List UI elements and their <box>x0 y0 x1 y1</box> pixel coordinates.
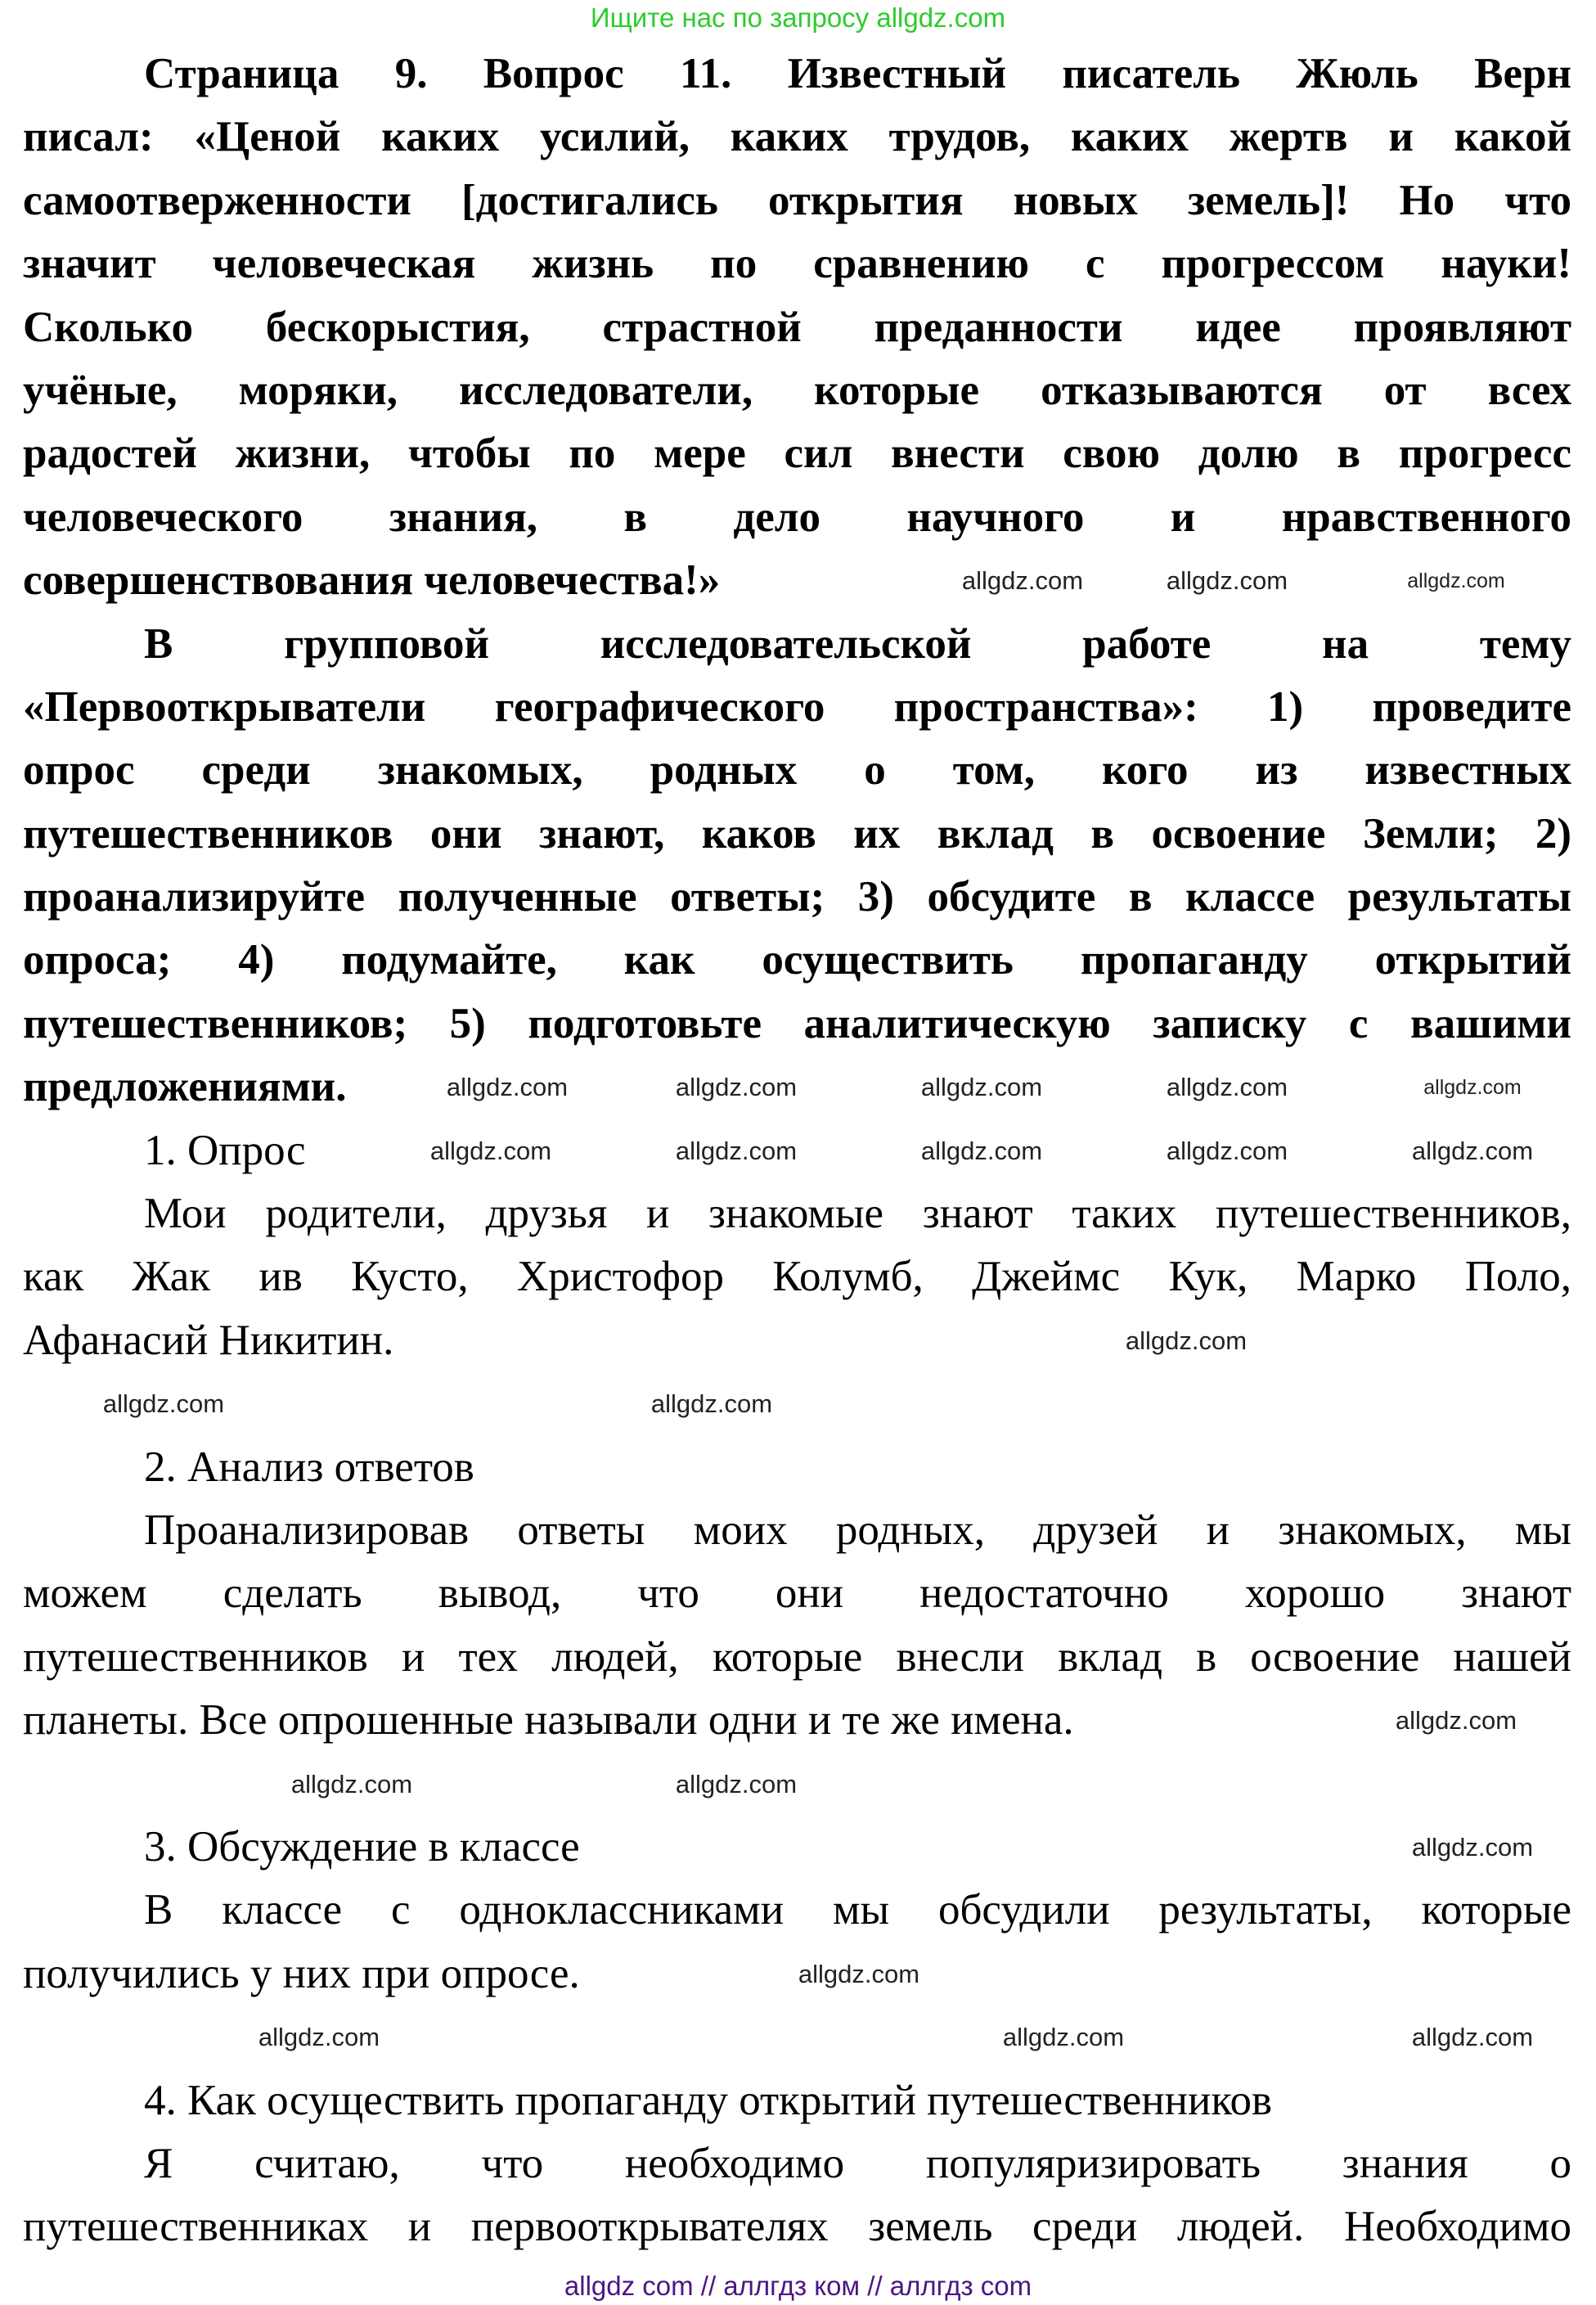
watermark: allgdz.com <box>1395 1706 1517 1735</box>
text-line: В классе с одноклассниками мы обсудили результаты, которые <box>144 1886 1571 1934</box>
text-line: 4. Как осуществить пропаганду открытий путешественников <box>144 2076 1272 2124</box>
text-line: 1. Опрос <box>144 1126 306 1174</box>
text-line: предложениями. <box>23 1063 347 1111</box>
text-line: Проанализировав ответы моих родных, друзей и знакомых, мы <box>144 1506 1571 1554</box>
text-line: радостей жизни, чтобы по мере сил внести свою долю в прогресс <box>23 430 1571 478</box>
watermark: allgdz.com <box>258 2023 380 2051</box>
text-line: значит человеческая жизнь по сравнению с прогрессом науки! <box>23 240 1571 288</box>
watermark: allgdz.com <box>650 1389 773 1418</box>
watermark: allgdz.com <box>675 1073 798 1101</box>
watermark: allgdz.com <box>1002 2023 1125 2051</box>
text-line: 3. Обсуждение в классе <box>144 1822 580 1871</box>
blank-line <box>23 2006 1571 2069</box>
blank-line <box>23 1753 1571 1816</box>
text-line: Я считаю, что необходимо популяризировать знания о <box>144 2139 1571 2187</box>
document-body <box>23 43 1571 2259</box>
watermark: allgdz.com <box>1125 1326 1248 1355</box>
text-line: самоотверженности [достигались открытия новых земель]! Но что <box>23 176 1571 224</box>
text-line: совершенствования человечества!» <box>23 556 721 605</box>
watermark: allgdz.com <box>1423 1076 1522 1099</box>
text-line: 2. Анализ ответов <box>144 1443 474 1491</box>
footer-links[interactable]: allgdz com // аллгдз ком // аллгдз com <box>564 2271 1032 2301</box>
watermark: allgdz.com <box>1407 569 1505 592</box>
watermark: allgdz.com <box>290 1770 413 1799</box>
watermark: allgdz.com <box>1166 1073 1288 1101</box>
watermark: allgdz.com <box>1166 1137 1288 1165</box>
text-line: путешественников; 5) подготовьте аналитическую записку с вашими <box>23 999 1571 1047</box>
watermark: allgdz.com <box>1166 566 1288 595</box>
text-line: человеческого знания, в дело научного и нравственного <box>23 493 1571 541</box>
text-line: путешественников и тех людей, которые внесли вклад в освоение нашей <box>23 1632 1571 1681</box>
watermark: allgdz.com <box>429 1137 552 1165</box>
text-line: Афанасий Никитин. <box>23 1316 394 1364</box>
watermark: allgdz.com <box>920 1073 1043 1101</box>
text-line: получились у них при опросе. <box>23 1949 580 1997</box>
text-line: путешественников они знают, каков их вклад в освоение Земли; 2) <box>23 809 1571 858</box>
search-banner[interactable]: Ищите нас по запросу allgdz.com <box>590 2 1006 33</box>
text-line: планеты. Все опрошенные называли одни и те же имена. <box>23 1696 1074 1745</box>
watermark: allgdz.com <box>446 1073 569 1101</box>
watermark: allgdz.com <box>102 1389 225 1418</box>
text-line: Мои родители, друзья и знакомые знают таких путешественников, <box>144 1190 1571 1238</box>
text-line: опроса; 4) подумайте, как осуществить пропаганду открытий <box>23 936 1571 984</box>
text-line: путешественниках и первооткрывателях земель среди людей. Необходимо <box>23 2203 1571 2251</box>
watermark: allgdz.com <box>1411 1833 1534 1862</box>
watermark: allgdz.com <box>1411 2023 1534 2051</box>
watermark: allgdz.com <box>920 1137 1043 1165</box>
watermark: allgdz.com <box>798 1960 920 1988</box>
text-line: «Первооткрыватели географического пространства»: 1) проведите <box>23 682 1571 731</box>
text-line: проанализируйте полученные ответы; 3) обсудите в классе результаты <box>23 873 1571 921</box>
text-line: можем сделать вывод, что они недостаточно хорошо знают <box>23 1569 1571 1618</box>
text-line: Страница 9. Вопрос 11. Известный писатель Жюль Верн <box>144 50 1571 97</box>
watermark: allgdz.com <box>961 566 1084 595</box>
watermark: allgdz.com <box>1411 1137 1534 1165</box>
text-line: писал: «Ценой каких усилий, каких трудов, каких жертв и какой <box>23 113 1571 161</box>
watermark: allgdz.com <box>675 1137 798 1165</box>
text-line: В групповой исследовательской работе на тему <box>144 619 1571 668</box>
text-line: опрос среди знакомых, родных о том, кого из известных <box>23 746 1571 795</box>
text-line: учёные, моряки, исследователи, которые отказываются от всех <box>23 366 1571 414</box>
watermark: allgdz.com <box>675 1770 798 1799</box>
text-line: Сколько бескорыстия, страстной преданности идее проявляют <box>23 303 1571 351</box>
text-line: как Жак ив Кусто, Христофор Колумб, Джеймс Кук, Марко Поло, <box>23 1253 1571 1301</box>
blank-line <box>23 1372 1571 1435</box>
